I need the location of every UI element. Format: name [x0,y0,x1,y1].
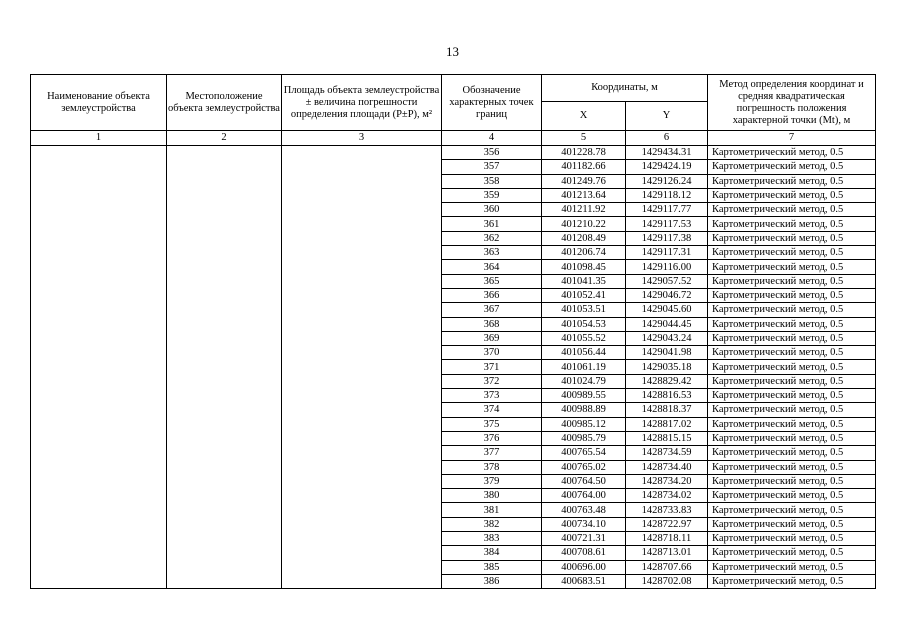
x-cell: 400989.55 [542,389,626,403]
header-method: Метод определения координат и средняя квадратическая погрешность положения характерной точки (Mt), м [708,75,876,131]
x-cell: 401041.35 [542,274,626,288]
y-cell: 1429117.53 [626,217,708,231]
point-cell: 381 [442,503,542,517]
y-cell: 1428734.40 [626,460,708,474]
header-y: Y [626,102,708,131]
x-cell: 401206.74 [542,246,626,260]
method-cell: Картометрический метод, 0.5 [708,474,876,488]
y-cell: 1429118.12 [626,188,708,202]
x-cell: 401182.66 [542,160,626,174]
y-cell: 1428707.66 [626,560,708,574]
x-cell: 400764.50 [542,474,626,488]
x-cell: 401249.76 [542,174,626,188]
x-cell: 400985.12 [542,417,626,431]
method-cell: Картометрический метод, 0.5 [708,546,876,560]
method-cell: Картометрический метод, 0.5 [708,489,876,503]
y-cell: 1428817.02 [626,417,708,431]
method-cell: Картометрический метод, 0.5 [708,574,876,588]
method-cell: Картометрический метод, 0.5 [708,331,876,345]
header-location: Местоположение объекта землеустройства [167,75,282,131]
y-cell: 1429117.31 [626,246,708,260]
y-cell: 1429035.18 [626,360,708,374]
method-cell: Картометрический метод, 0.5 [708,317,876,331]
point-cell: 364 [442,260,542,274]
method-cell: Картометрический метод, 0.5 [708,288,876,302]
area-cell [282,146,442,589]
header-point-designation: Обозначение характерных точек границ [442,75,542,131]
y-cell: 1429126.24 [626,174,708,188]
y-cell: 1429057.52 [626,274,708,288]
x-cell: 401055.52 [542,331,626,345]
x-cell: 401024.79 [542,374,626,388]
table-body [31,146,876,589]
land-coordinates-table [30,74,876,589]
x-cell: 401061.19 [542,360,626,374]
method-cell: Картометрический метод, 0.5 [708,403,876,417]
method-cell: Картометрический метод, 0.5 [708,360,876,374]
y-cell: 1428734.20 [626,474,708,488]
y-cell: 1429044.45 [626,317,708,331]
y-cell: 1428722.97 [626,517,708,531]
method-cell: Картометрический метод, 0.5 [708,560,876,574]
point-cell: 356 [442,146,542,160]
method-cell: Картометрический метод, 0.5 [708,446,876,460]
header-object-name: Наименование объекта землеустройства [31,75,167,131]
point-cell: 373 [442,389,542,403]
method-cell: Картометрический метод, 0.5 [708,517,876,531]
method-cell: Картометрический метод, 0.5 [708,160,876,174]
method-cell: Картометрический метод, 0.5 [708,260,876,274]
x-cell: 400985.79 [542,431,626,445]
point-cell: 384 [442,546,542,560]
y-cell: 1429045.60 [626,303,708,317]
method-cell: Картометрический метод, 0.5 [708,231,876,245]
x-cell: 400734.10 [542,517,626,531]
x-cell: 400765.02 [542,460,626,474]
method-cell: Картометрический метод, 0.5 [708,503,876,517]
object-name-cell [31,146,167,589]
point-cell: 386 [442,574,542,588]
x-cell: 400765.54 [542,446,626,460]
x-cell: 401054.53 [542,317,626,331]
y-cell: 1428829.42 [626,374,708,388]
location-cell [167,146,282,589]
point-cell: 360 [442,203,542,217]
point-cell: 362 [442,231,542,245]
method-cell: Картометрический метод, 0.5 [708,346,876,360]
header-area: Площадь объекта землеустройства ± величина погрешности определения площади (P±P), м² [282,75,442,131]
column-number: 5 [542,131,626,146]
method-cell: Картометрический метод, 0.5 [708,188,876,202]
point-cell: 382 [442,517,542,531]
x-cell: 400696.00 [542,560,626,574]
point-cell: 370 [442,346,542,360]
point-cell: 378 [442,460,542,474]
point-cell: 379 [442,474,542,488]
y-cell: 1429116.00 [626,260,708,274]
y-cell: 1428734.59 [626,446,708,460]
method-cell: Картометрический метод, 0.5 [708,303,876,317]
column-number: 1 [31,131,167,146]
y-cell: 1429046.72 [626,288,708,302]
y-cell: 1428718.11 [626,532,708,546]
y-cell: 1429043.24 [626,331,708,345]
method-cell: Картометрический метод, 0.5 [708,217,876,231]
method-cell: Картометрический метод, 0.5 [708,274,876,288]
method-cell: Картометрический метод, 0.5 [708,389,876,403]
y-cell: 1428815.15 [626,431,708,445]
point-cell: 374 [442,403,542,417]
point-cell: 358 [442,174,542,188]
method-cell: Картометрический метод, 0.5 [708,174,876,188]
method-cell: Картометрический метод, 0.5 [708,532,876,546]
column-number: 7 [708,131,876,146]
point-cell: 365 [442,274,542,288]
x-cell: 401098.45 [542,260,626,274]
point-cell: 368 [442,317,542,331]
point-cell: 361 [442,217,542,231]
page-number: 13 [446,44,459,59]
point-cell: 363 [442,246,542,260]
point-cell: 357 [442,160,542,174]
point-cell: 376 [442,431,542,445]
point-cell: 372 [442,374,542,388]
x-cell: 400988.89 [542,403,626,417]
x-cell: 401210.22 [542,217,626,231]
method-cell: Картометрический метод, 0.5 [708,431,876,445]
x-cell: 400683.51 [542,574,626,588]
point-cell: 366 [442,288,542,302]
y-cell: 1428818.37 [626,403,708,417]
method-cell: Картометрический метод, 0.5 [708,146,876,160]
x-cell: 401056.44 [542,346,626,360]
method-cell: Картометрический метод, 0.5 [708,203,876,217]
y-cell: 1429424.19 [626,160,708,174]
y-cell: 1428816.53 [626,389,708,403]
y-cell: 1429117.77 [626,203,708,217]
y-cell: 1428713.01 [626,546,708,560]
x-cell: 400763.48 [542,503,626,517]
y-cell: 1429434.31 [626,146,708,160]
point-cell: 369 [442,331,542,345]
y-cell: 1428702.08 [626,574,708,588]
x-cell: 401228.78 [542,146,626,160]
header-coordinates: Координаты, м [542,75,708,102]
point-cell: 371 [442,360,542,374]
column-number: 3 [282,131,442,146]
column-number: 2 [167,131,282,146]
table-row [31,146,876,160]
point-cell: 359 [442,188,542,202]
point-cell: 383 [442,532,542,546]
x-cell: 400721.31 [542,532,626,546]
x-cell: 400708.61 [542,546,626,560]
x-cell: 401211.92 [542,203,626,217]
column-number: 4 [442,131,542,146]
method-cell: Картометрический метод, 0.5 [708,374,876,388]
method-cell: Картометрический метод, 0.5 [708,460,876,474]
x-cell: 401213.64 [542,188,626,202]
header-x: X [542,102,626,131]
y-cell: 1429117.38 [626,231,708,245]
y-cell: 1428733.83 [626,503,708,517]
point-cell: 367 [442,303,542,317]
y-cell: 1429041.98 [626,346,708,360]
y-cell: 1428734.02 [626,489,708,503]
method-cell: Картометрический метод, 0.5 [708,246,876,260]
point-cell: 385 [442,560,542,574]
x-cell: 401053.51 [542,303,626,317]
x-cell: 401052.41 [542,288,626,302]
point-cell: 380 [442,489,542,503]
column-number: 6 [626,131,708,146]
point-cell: 375 [442,417,542,431]
x-cell: 401208.49 [542,231,626,245]
x-cell: 400764.00 [542,489,626,503]
point-cell: 377 [442,446,542,460]
method-cell: Картометрический метод, 0.5 [708,417,876,431]
